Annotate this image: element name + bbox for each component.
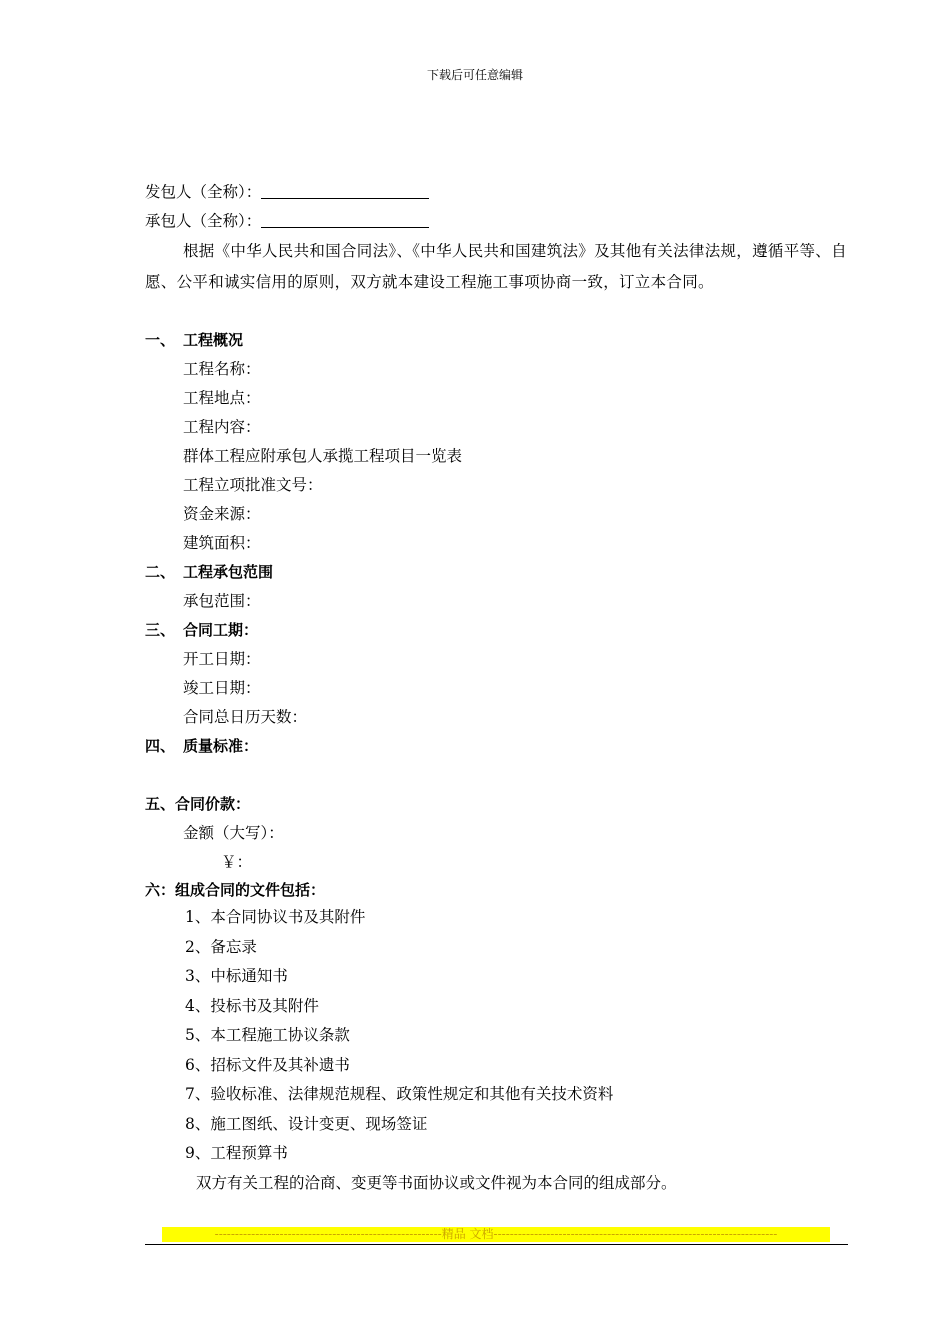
section-1-number: 一、 <box>145 331 176 349</box>
amount-yen: ￥： <box>221 853 253 871</box>
section-1-heading <box>145 326 850 355</box>
section-1-title: 工程概况 <box>183 331 244 349</box>
footer-label: 精品 文档 <box>441 1227 494 1241</box>
section-4-number: 四、 <box>145 737 176 755</box>
document-item: 5、本工程施工协议条款 <box>185 1026 350 1044</box>
amount-in-words: 金额（大写）： <box>183 824 284 842</box>
document-item: 8、施工图纸、设计变更、现场签证 <box>185 1114 428 1133</box>
document-item: 1、本合同协议书及其附件 <box>185 908 366 926</box>
preamble: 根据《中华人民共和国合同法》、《中华人民共和国建筑法》及其他有关法律法规，遵循平等、自愿、公平和诚实信用的原则，双方就本建设工程施工事项协商一致，订立本合同。 <box>145 242 847 291</box>
section-4-title: 质量标准： <box>183 737 259 755</box>
start-date: 开工日期： <box>183 650 261 668</box>
contractor-label: 承包人（全称）： <box>145 212 262 230</box>
employer-label: 发包人（全称）： <box>145 183 262 201</box>
project-list-note: 群体工程应附承包人承揽工程项目一览表 <box>183 447 463 465</box>
section-3-heading <box>145 616 850 645</box>
project-name: 工程名称： <box>183 360 261 378</box>
document-item: 6、招标文件及其补遗书 <box>185 1055 350 1074</box>
footer-divider <box>145 1244 848 1245</box>
document-item: 4、投标书及其附件 <box>185 996 319 1015</box>
project-content: 工程内容： <box>183 418 261 436</box>
total-calendar-days: 合同总日历天数： <box>183 708 308 726</box>
section-3-title: 合同工期： <box>183 621 259 639</box>
closing-statement: 双方有关工程的洽商、变更等书面协议或文件视为本合同的组成部分。 <box>196 1173 677 1192</box>
footer-dashes-left: -------------------------------------------------------- <box>214 1227 442 1241</box>
section-2-title: 工程承包范围 <box>183 563 274 581</box>
document-item: 2、备忘录 <box>185 937 257 956</box>
section-3-number: 三、 <box>145 621 176 639</box>
document-item: 7、验收标准、法律规范规程、政策性规定和其他有关技术资料 <box>185 1085 614 1103</box>
section-2-heading <box>145 558 850 587</box>
section-4-heading <box>145 732 850 761</box>
employer-blank[interactable] <box>261 181 429 199</box>
project-approval-no: 工程立项批准文号： <box>183 476 323 494</box>
contractor-line <box>145 207 850 236</box>
building-area: 建筑面积： <box>183 534 261 552</box>
document-item: 3、中标通知书 <box>185 967 288 985</box>
contract-scope: 承包范围： <box>183 592 261 610</box>
document-item: 9、工程预算书 <box>185 1144 288 1162</box>
section-5-heading: 五、合同价款： <box>145 795 251 813</box>
footer-banner <box>162 1227 830 1242</box>
section-6-heading: 六：组成合同的文件包括： <box>145 881 326 899</box>
funding-source: 资金来源： <box>183 505 261 523</box>
contractor-blank[interactable] <box>261 210 429 228</box>
spacer <box>145 298 850 326</box>
footer-dashes-right: ---------------------------------------------------------------------- <box>493 1227 778 1241</box>
section-2-number: 二、 <box>145 563 176 581</box>
header-note: 下载后可任意编辑 <box>426 68 523 82</box>
employer-line <box>145 178 850 207</box>
completion-date: 竣工日期： <box>183 679 261 697</box>
project-location: 工程地点： <box>183 389 261 407</box>
spacer <box>145 761 850 790</box>
contract-body <box>145 178 850 1198</box>
